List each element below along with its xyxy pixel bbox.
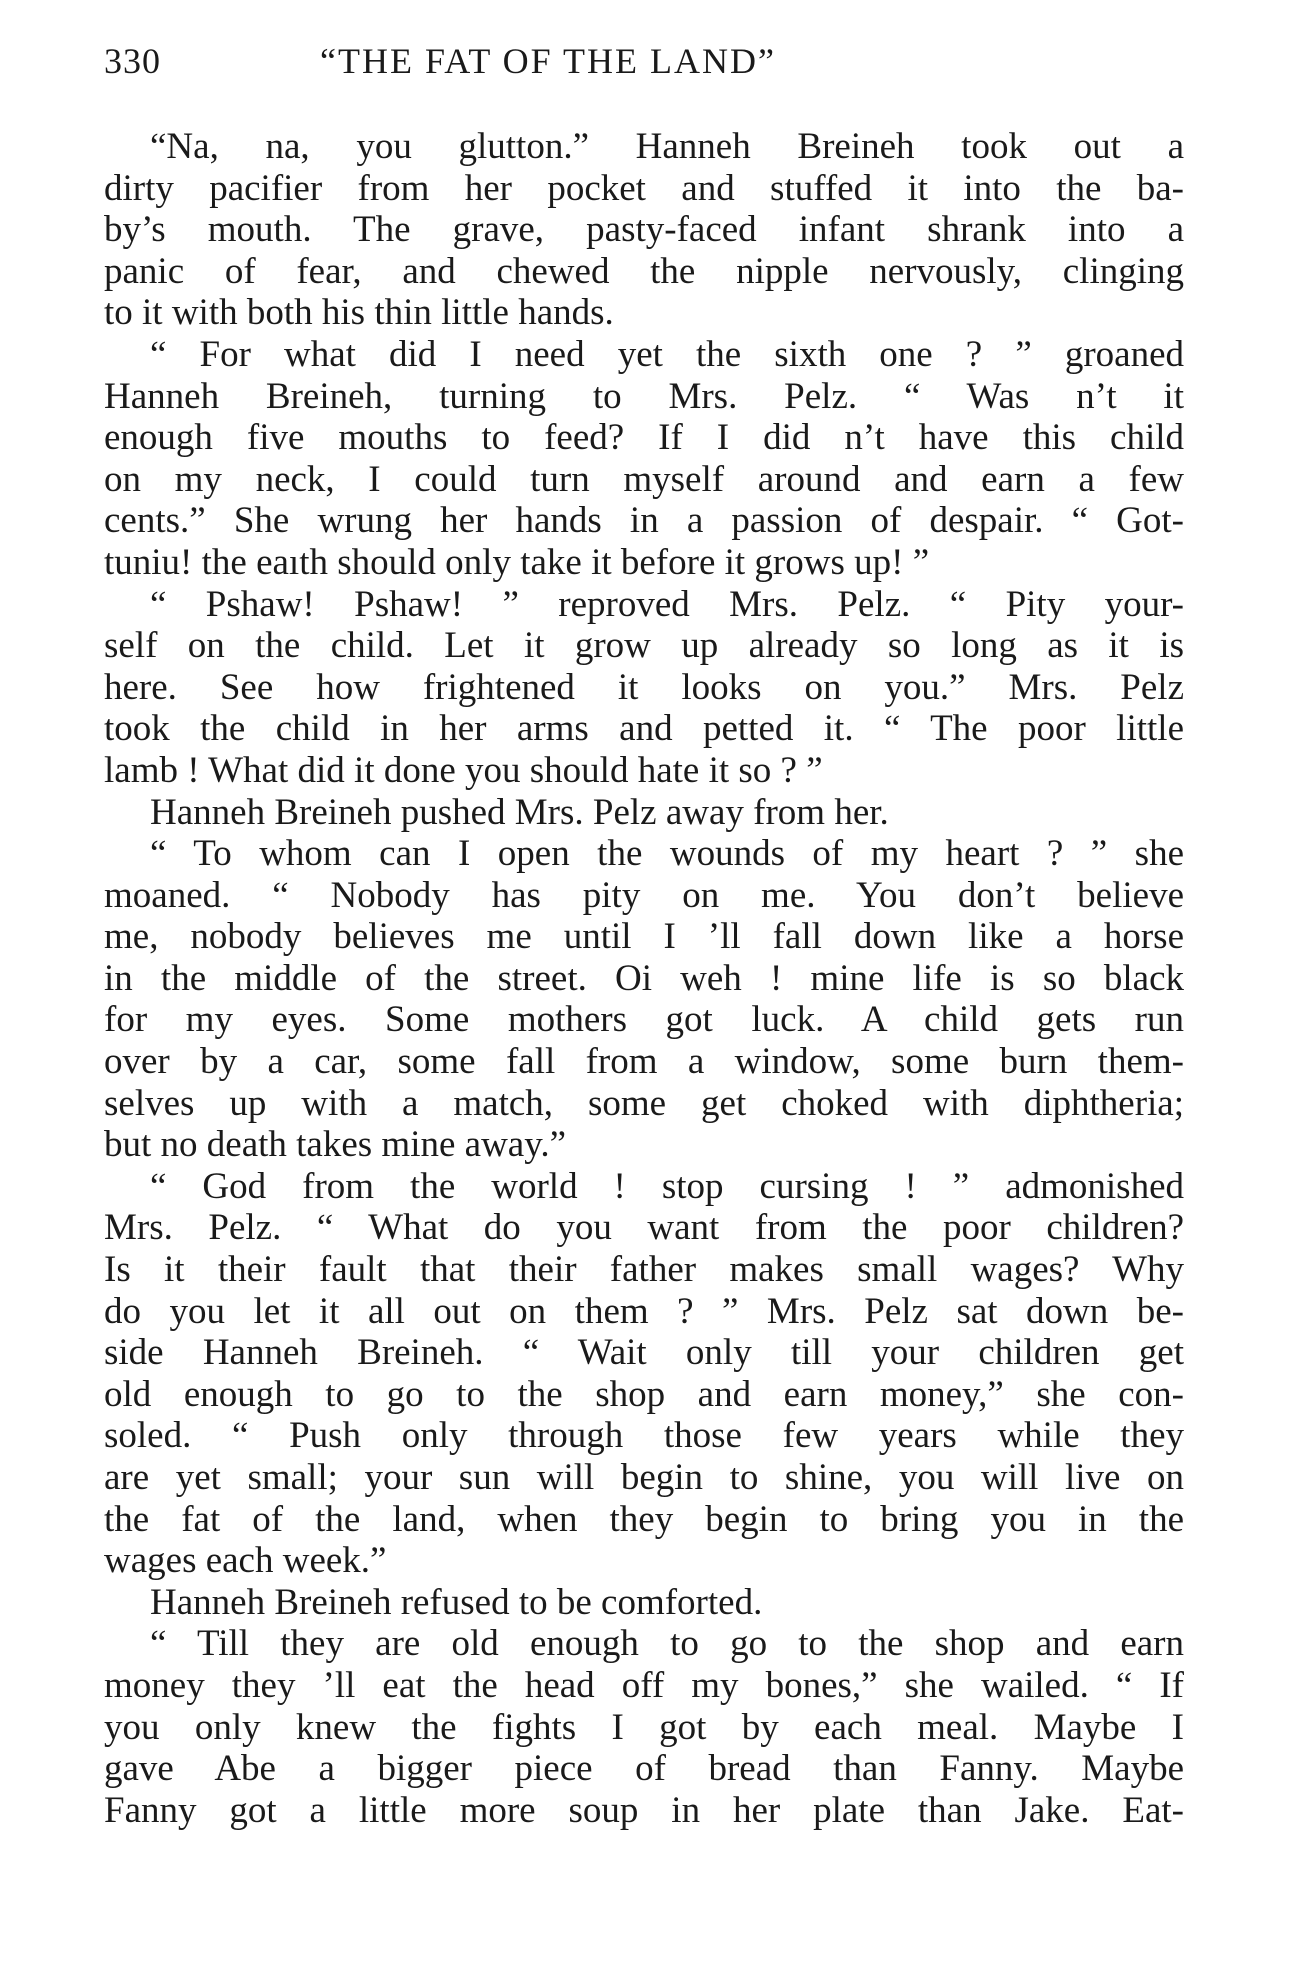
text-line: enough five mouths to feed? If I did n’t have this child xyxy=(104,417,1184,459)
text-line: Hanneh Breineh pushed Mrs. Pelz away from her. xyxy=(150,791,889,833)
text-line: “ To whom can I open the wounds of my heart ? ” she xyxy=(150,833,1184,875)
text-line: but no death takes mine away.” xyxy=(104,1124,566,1166)
body-text xyxy=(104,126,1184,1831)
text-line: Hanneh Breineh refused to be comforted. xyxy=(150,1581,763,1623)
text-line: side Hanneh Breineh. “ Wait only till your children get xyxy=(104,1332,1184,1374)
text-line: Is it their fault that their father makes small wages? Why xyxy=(104,1249,1184,1291)
text-line: self on the child. Let it grow up already so long as it is xyxy=(104,625,1184,667)
text-line: selves up with a match, some get choked with diphtheria; xyxy=(104,1082,1184,1124)
text-line: Mrs. Pelz. “ What do you want from the poor children? xyxy=(104,1207,1184,1249)
text-line: cents.” She wrung her hands in a passion of despair. “ Got- xyxy=(104,500,1184,542)
text-line: in the middle of the street. Oi weh ! mine life is so black xyxy=(104,957,1184,999)
text-line: soled. “ Push only through those few years while they xyxy=(104,1415,1184,1457)
text-line: you only knew the fights I got by each meal. Maybe I xyxy=(104,1706,1184,1748)
text-line: the fat of the land, when they begin to bring you in the xyxy=(104,1498,1184,1540)
paragraph xyxy=(104,126,1184,334)
text-line: lamb ! What did it done you should hate it so ? ” xyxy=(104,749,823,791)
text-line: are yet small; your sun will begin to shine, you will live on xyxy=(104,1457,1184,1498)
text-line: moaned. “ Nobody has pity on me. You don’t believe xyxy=(104,874,1184,916)
text-line: gave Abe a bigger piece of bread than Fanny. Maybe xyxy=(104,1748,1184,1790)
paragraph xyxy=(104,334,1184,584)
paragraph xyxy=(104,1166,1184,1582)
text-line: by’s mouth. The grave, pasty-faced infant shrank into a xyxy=(104,209,1184,251)
text-line: over by a car, some fall from a window, some burn them- xyxy=(104,1041,1184,1083)
text-line: “ Pshaw! Pshaw! ” reproved Mrs. Pelz. “ Pity your- xyxy=(150,583,1184,625)
text-line: do you let it all out on them ? ” Mrs. Pelz sat down be- xyxy=(104,1290,1184,1332)
text-line: money they ’ll eat the head off my bones,” she wailed. “ If xyxy=(104,1664,1184,1706)
text-line: dirty pacifier from her pocket and stuffed it into the ba- xyxy=(104,167,1184,209)
text-line: here. See how frightened it looks on you.” Mrs. Pelz xyxy=(104,666,1184,708)
text-line: Hanneh Breineh, turning to Mrs. Pelz. “ Was n’t it xyxy=(104,375,1184,417)
running-title: “THE FAT OF THE LAND” xyxy=(320,41,776,81)
paragraph xyxy=(104,1582,1184,1624)
text-line: tuniu! the eaıth should only take it before it grows up! ” xyxy=(104,541,930,583)
text-line: panic of fear, and chewed the nipple nervously, clinging xyxy=(104,250,1184,292)
text-line: old enough to go to the shop and earn money,” she con- xyxy=(104,1373,1184,1415)
text-line: took the child in her arms and petted it. “ The poor little xyxy=(104,708,1184,750)
text-line: for my eyes. Some mothers got luck. A child gets run xyxy=(104,999,1184,1041)
text-line: “ God from the world ! stop cursing ! ” admonished xyxy=(150,1165,1184,1207)
text-line: “Na, na, you glutton.” Hanneh Breineh took out a xyxy=(150,126,1184,167)
page-header xyxy=(104,40,1184,100)
page-number: 330 xyxy=(104,41,161,81)
text-line: wages each week.” xyxy=(104,1540,387,1582)
text-line: Fanny got a little more soup in her plate than Jake. Eat- xyxy=(104,1789,1184,1831)
text-line: “ For what did I need yet the sixth one ? ” groaned xyxy=(150,333,1184,375)
paragraph xyxy=(104,584,1184,792)
paragraph xyxy=(104,792,1184,834)
text-line: me, nobody believes me until I ’ll fall down like a horse xyxy=(104,916,1184,958)
text-line: “ Till they are old enough to go to the shop and earn xyxy=(150,1623,1184,1665)
text-line: to it with both his thin little hands. xyxy=(104,292,614,334)
text-line: on my neck, I could turn myself around and earn a few xyxy=(104,458,1184,500)
paragraph xyxy=(104,1623,1184,1831)
paragraph xyxy=(104,833,1184,1166)
